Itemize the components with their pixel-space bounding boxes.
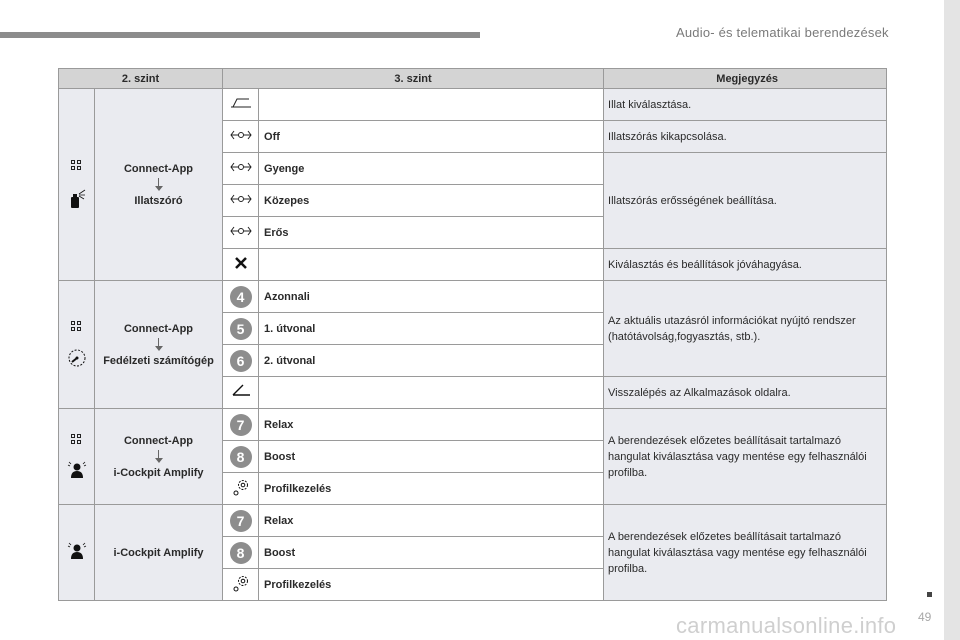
close-icon <box>234 256 248 270</box>
option-label: Boost <box>259 537 604 569</box>
option-note: Illatszórás kikapcsolása. <box>604 121 887 153</box>
back-arrow-icon <box>230 383 252 399</box>
option-note: Kiválasztás és beállítások jóváhagyása. <box>604 249 887 281</box>
level2-top-label: Connect-App <box>123 162 194 175</box>
number-badge: 8 <box>230 446 252 468</box>
diffuser-icon <box>229 129 253 141</box>
level2-bottom-label: Fedélzeti számítógép <box>103 354 214 367</box>
option-label: Relax <box>259 505 604 537</box>
number-badge: 7 <box>230 414 252 436</box>
shared-note: A berendezések előzetes beállításait tartalmazó hangulat kiválasztása vagy mentése egy felhasználói profilba. <box>604 505 887 601</box>
option-icon-cell[interactable] <box>223 537 259 569</box>
number-badge: 6 <box>230 350 252 372</box>
option-icon-cell[interactable] <box>223 249 259 281</box>
table-header-row <box>59 69 887 89</box>
option-label: Erős <box>259 217 604 249</box>
level2-label <box>95 281 223 409</box>
fragrance-icon <box>68 187 86 209</box>
option-icon-cell[interactable] <box>223 409 259 441</box>
column-header-level2: 2. szint <box>59 69 223 89</box>
level2-bottom-label: i-Cockpit Amplify <box>113 466 204 479</box>
arrow-down-icon <box>154 178 164 192</box>
option-icon-cell[interactable] <box>223 345 259 377</box>
driver-profile-icon <box>67 542 87 560</box>
option-label <box>259 89 604 121</box>
apps-grid-icon <box>71 434 82 445</box>
driver-profile-icon <box>67 461 87 479</box>
page-number: 49 <box>918 610 932 624</box>
shared-note: A berendezések előzetes beállításait tartalmazó hangulat kiválasztása vagy mentése egy felhasználói profilba. <box>604 409 887 505</box>
level2-bottom-label: i-Cockpit Amplify <box>113 546 204 559</box>
option-icon-cell[interactable] <box>223 569 259 601</box>
number-badge: 5 <box>230 318 252 340</box>
trip-computer-icon <box>67 348 87 368</box>
shared-note: Az aktuális utazásról információkat nyújtó rendszer (hatótávolság,fogyasztás, stb.). <box>604 281 887 377</box>
watermark: carmanualsonline.info <box>676 613 897 638</box>
option-icon-cell[interactable] <box>223 441 259 473</box>
column-header-level3: 3. szint <box>223 69 604 89</box>
option-icon-cell[interactable] <box>223 153 259 185</box>
diffuser-icon <box>229 161 253 173</box>
option-note: Illat kiválasztása. <box>604 89 887 121</box>
option-label: Közepes <box>259 185 604 217</box>
option-icon-cell[interactable] <box>223 313 259 345</box>
option-label: Profilkezelés <box>259 473 604 505</box>
level2-top-label: Connect-App <box>123 322 194 335</box>
level2-icons <box>59 89 95 281</box>
level2-icons <box>59 505 95 601</box>
table-row <box>59 281 887 313</box>
diffuser-icon <box>229 225 253 237</box>
profile-settings-icon <box>231 573 251 593</box>
level2-label <box>95 89 223 281</box>
option-icon-cell[interactable] <box>223 377 259 409</box>
level2-top-label: Connect-App <box>123 434 194 447</box>
option-icon-cell[interactable] <box>223 473 259 505</box>
option-label: Profilkezelés <box>259 569 604 601</box>
level2-label <box>95 409 223 505</box>
arrow-down-icon <box>154 338 164 352</box>
option-label: Gyenge <box>259 153 604 185</box>
number-badge: 7 <box>230 510 252 532</box>
option-note: Visszalépés az Alkalmazások oldalra. <box>604 377 887 409</box>
option-icon-cell[interactable] <box>223 505 259 537</box>
settings-table <box>58 68 887 601</box>
profile-settings-icon <box>231 477 251 497</box>
option-label: Azonnali <box>259 281 604 313</box>
header-rule <box>0 32 480 38</box>
table-row <box>59 89 887 121</box>
option-icon-cell[interactable] <box>223 217 259 249</box>
level2-label <box>95 505 223 601</box>
shared-note: Illatszórás erősségének beállítása. <box>604 153 887 249</box>
fragrance-select-icon <box>229 97 253 109</box>
option-label: Off <box>259 121 604 153</box>
level2-icons <box>59 281 95 409</box>
option-label <box>259 377 604 409</box>
level2-bottom-label: Illatszóró <box>134 194 183 207</box>
table-row <box>59 505 887 537</box>
end-of-section-marker <box>927 592 932 597</box>
table-row <box>59 409 887 441</box>
option-icon-cell[interactable] <box>223 89 259 121</box>
option-icon-cell[interactable] <box>223 281 259 313</box>
apps-grid-icon <box>71 321 82 332</box>
option-label: Boost <box>259 441 604 473</box>
arrow-down-icon <box>154 450 164 464</box>
option-icon-cell[interactable] <box>223 185 259 217</box>
level2-icons <box>59 409 95 505</box>
section-title: Audio- és telematikai berendezések <box>676 25 889 40</box>
number-badge: 4 <box>230 286 252 308</box>
side-margin-strip <box>944 0 960 640</box>
number-badge: 8 <box>230 542 252 564</box>
apps-grid-icon <box>71 160 82 171</box>
option-label: 2. útvonal <box>259 345 604 377</box>
option-icon-cell[interactable] <box>223 121 259 153</box>
option-label <box>259 249 604 281</box>
column-header-notes: Megjegyzés <box>604 69 887 89</box>
option-label: Relax <box>259 409 604 441</box>
option-label: 1. útvonal <box>259 313 604 345</box>
diffuser-icon <box>229 193 253 205</box>
